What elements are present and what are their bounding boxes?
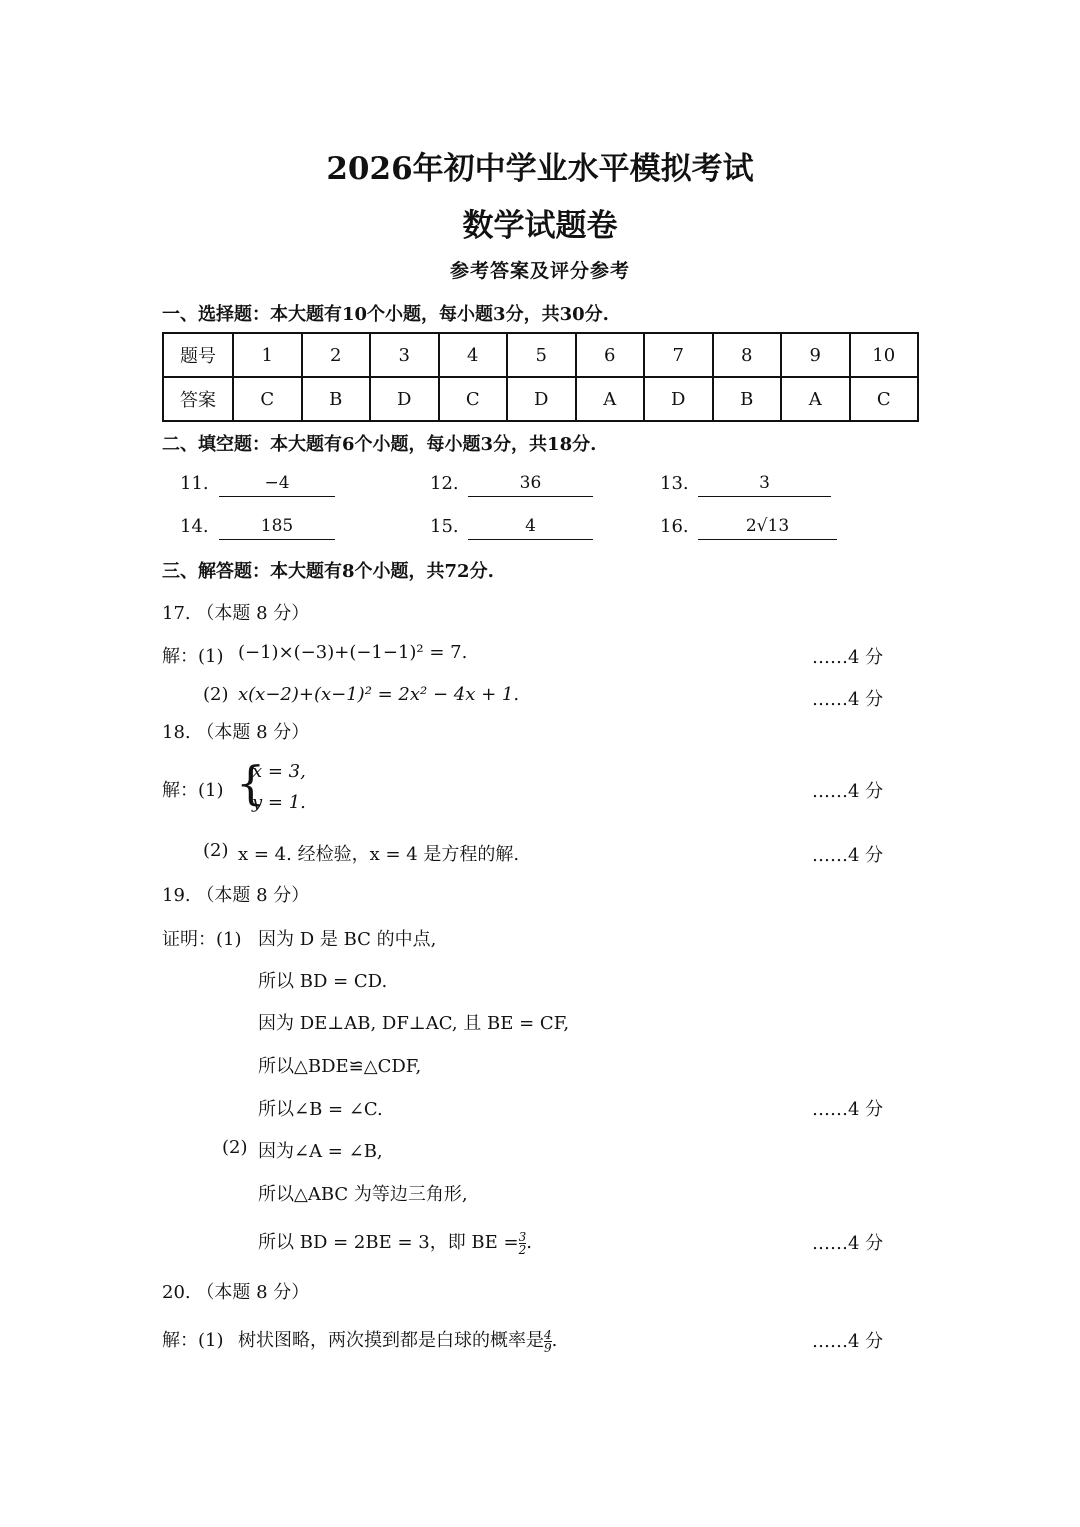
q20-line-1: 树状图略，两次摸到都是白球的概率是 $\frac{4}{9}$ . <box>238 1327 558 1355</box>
table-row <box>163 333 918 377</box>
answer-cell: D <box>644 377 713 421</box>
answer-table <box>162 332 919 422</box>
q19-step-8: 所以 BD = 2BE = 3，即 BE = $\frac{3}{2}$ . <box>258 1229 532 1257</box>
question-number: 8 <box>713 333 782 377</box>
points-label: ……4 分 <box>812 845 884 866</box>
question-number: 4 <box>439 333 508 377</box>
points-label: ……4 分 <box>812 1099 884 1120</box>
fraction-denominator: 2 <box>518 1242 527 1257</box>
points-label: ……4 分 <box>812 781 884 802</box>
answer-header: 答案 <box>163 377 233 421</box>
section1-heading: 一、选择题：本大题有10个小题，每小题3分，共30分. <box>162 304 609 325</box>
q19-title: 19. （本题 8 分） <box>162 885 310 906</box>
fill-number: 12. <box>430 473 459 494</box>
points-label: ……4 分 <box>812 1331 884 1352</box>
q20-line-1-text: 树状图略，两次摸到都是白球的概率是 <box>238 1330 544 1351</box>
question-number-header: 题号 <box>163 333 233 377</box>
fill-answer: −4 <box>219 472 335 497</box>
answer-cell: A <box>576 377 645 421</box>
fraction-numerator: 3 <box>518 1229 527 1244</box>
q20-title: 20. （本题 8 分） <box>162 1282 310 1303</box>
fill-answer: 3 <box>698 472 831 497</box>
q18-line-2: x = 4. 经检验，x = 4 是方程的解. <box>238 844 520 865</box>
answer-cell: D <box>507 377 576 421</box>
answer-cell: C <box>850 377 919 421</box>
left-brace-icon: { <box>236 756 266 810</box>
fill-number: 16. <box>660 516 689 537</box>
exam-subtitle: 数学试题卷 <box>462 208 618 244</box>
points-label: ……4 分 <box>812 689 884 710</box>
q17-title: 17. （本题 8 分） <box>162 603 310 624</box>
fraction-denominator: 9 <box>544 1340 552 1355</box>
q19-step-2: 所以 BD = CD. <box>258 971 388 992</box>
answer-cell: C <box>439 377 508 421</box>
fill-answer: 4 <box>468 515 593 540</box>
fill-number: 11. <box>180 473 209 494</box>
answer-cell: B <box>713 377 782 421</box>
q19-step-3: 因为 DE⊥AB, DF⊥AC, 且 BE = CF, <box>258 1013 570 1034</box>
section2-heading: 二、填空题：本大题有6个小题，每小题3分，共18分. <box>162 434 597 455</box>
question-number: 7 <box>644 333 713 377</box>
fill-answer: 185 <box>219 515 335 540</box>
q17-line-2: x(x−2)+(x−1)² = 2x² − 4x + 1. <box>238 684 520 705</box>
table-row <box>163 377 918 421</box>
question-number: 6 <box>576 333 645 377</box>
fraction <box>519 1231 527 1256</box>
fill-answer: 36 <box>468 472 593 497</box>
q19-step-7: 所以△ABC 为等边三角形, <box>258 1184 468 1205</box>
fill-answer: 2√13 <box>698 515 837 540</box>
fraction <box>544 1329 552 1354</box>
answer-key-caption: 参考答案及评分参考 <box>449 260 630 282</box>
fill-number: 13. <box>660 473 689 494</box>
q19-proof-prefix: 证明：(1) <box>162 929 242 950</box>
answer-cell: C <box>233 377 302 421</box>
q19-step-6: 因为∠A = ∠B, <box>258 1141 383 1162</box>
answer-cell: D <box>370 377 439 421</box>
q17-prefix-1: 解：(1) <box>162 646 224 667</box>
fill-number: 14. <box>180 516 209 537</box>
question-number: 5 <box>507 333 576 377</box>
q19-step-1: 因为 D 是 BC 的中点, <box>258 929 437 950</box>
answer-cell: B <box>302 377 371 421</box>
answer-cell: A <box>781 377 850 421</box>
q18-prefix-1: 解：(1) <box>162 780 224 801</box>
q18-system-2: y = 1. <box>252 792 306 813</box>
exam-title: 2026年初中学业水平模拟考试 <box>326 151 754 187</box>
q19-step-4: 所以△BDE≌△CDF, <box>258 1056 422 1077</box>
fraction-numerator: 4 <box>544 1327 552 1342</box>
points-label: ……4 分 <box>812 1233 884 1254</box>
q17-prefix-2: (2) <box>203 684 229 705</box>
q19-prefix-2: (2) <box>222 1137 248 1158</box>
q18-title: 18. （本题 8 分） <box>162 722 310 743</box>
q17-line-1: (−1)×(−3)+(−1−1)² = 7. <box>238 642 468 663</box>
section3-heading: 三、解答题：本大题有8个小题，共72分. <box>162 561 494 582</box>
points-label: ……4 分 <box>812 647 884 668</box>
question-number: 9 <box>781 333 850 377</box>
question-number: 10 <box>850 333 919 377</box>
q20-prefix-1: 解：(1) <box>162 1330 224 1351</box>
fill-number: 15. <box>430 516 459 537</box>
q19-step-5: 所以∠B = ∠C. <box>258 1099 383 1120</box>
question-number: 2 <box>302 333 371 377</box>
q18-system-1: x = 3, <box>252 761 306 782</box>
q19-step-8-text: 所以 BD = 2BE = 3，即 BE = <box>258 1232 519 1253</box>
question-number: 3 <box>370 333 439 377</box>
question-number: 1 <box>233 333 302 377</box>
q18-prefix-2: (2) <box>203 840 229 861</box>
